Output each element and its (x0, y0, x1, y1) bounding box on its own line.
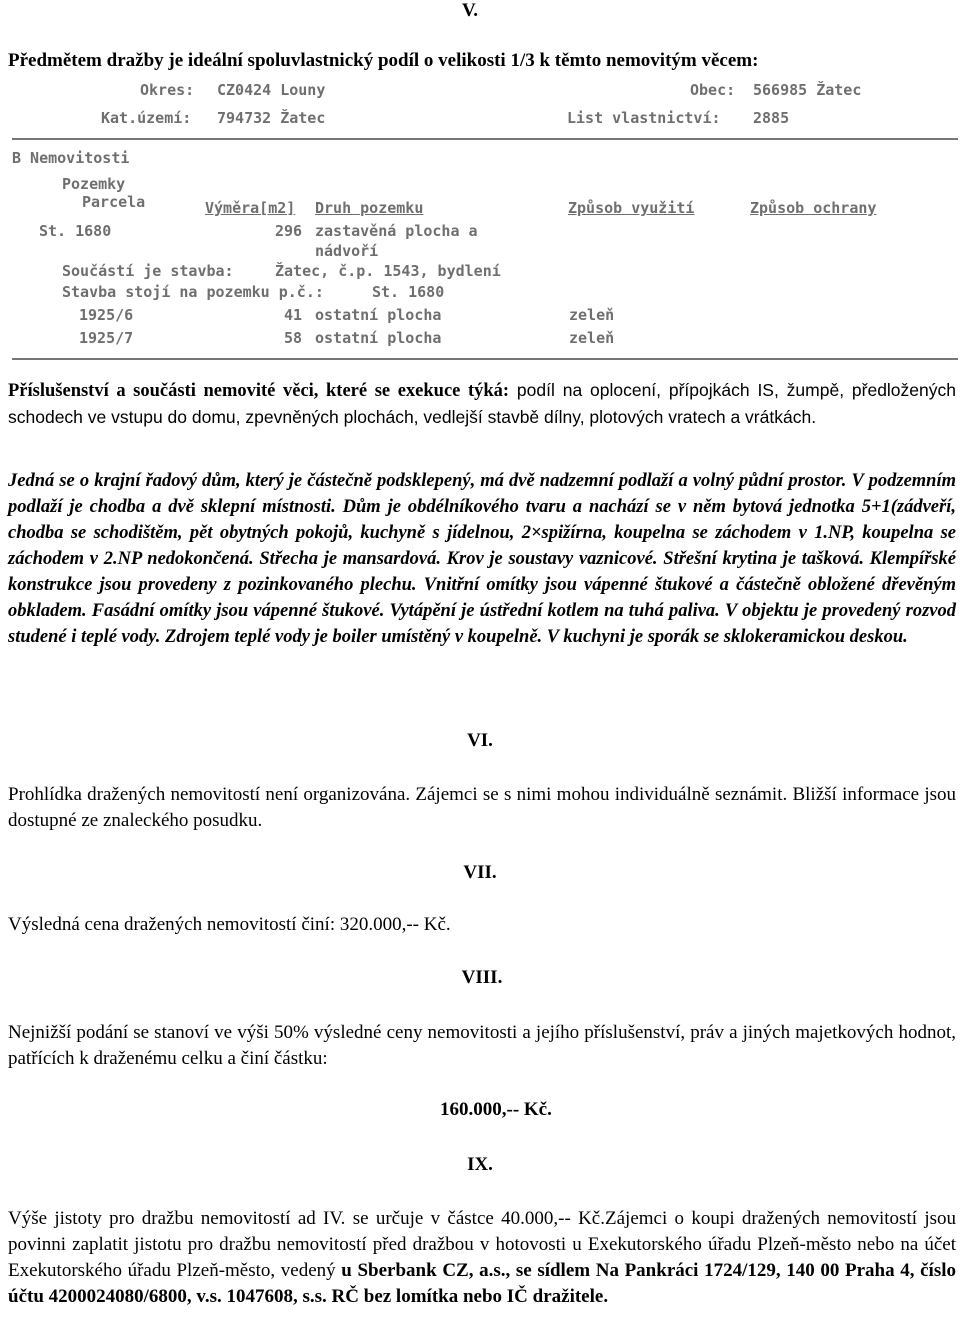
katuzemi-label: Kat.území: (101, 109, 192, 127)
stavba-value: St. 1680 (372, 283, 445, 301)
min-bid-amount: 160.000,-- Kč. (440, 1099, 552, 1120)
section-heading-vii: VII. (463, 862, 497, 883)
col-druh: Druh pozemku (315, 199, 424, 217)
description-paragraph: Jedná se o krajní řadový dům, který je částečně podsklepený, má dvě nadzemní podlaží a volný půdní prostor. V podzemním podlaží je chodba a dvě sklepní místnosti. Dům je obdélníkového tvaru a nachází se v něm bytová jednotka 5+1(zádveří, chodba se schodištěm, pět obytných pokojů, kuchyně s jídelnou, 2×spižírna, koupelna se záchodem v 1.NP, koupelna se záchodem v 2.NP nedokončená. Střecha je mansardová. Krov je soustavy vaznicové. Střešní krytina je tašková. Klempířské konstrukce jsou provedeny z pozinkovaného plechu. Vnitřní omítky jsou vápenné štukové a částečně obložené dřevěným obkladem. Fasádní omítky jsou vápenné štukové. Vytápění je ústřední kotlem na tuhá paliva. V objektu je provedený rozvod studené i teplé vody. Zdrojem teplé vody je boiler umístěný v koupelně. V kuchyni je sporák se sklokeramickou deskou. (8, 471, 956, 647)
section-heading-viii: VIII. (461, 967, 503, 988)
row2-druh: ostatní plocha (315, 306, 442, 324)
inspection-paragraph: Prohlídka dražených nemovitostí není organizována. Zájemci se s nimi mohou individuálně seznámit. Bližší informace jsou dostupné ze znaleckého posudku. (8, 784, 956, 831)
col-zpusob-vyuziti: Způsob využití (568, 199, 695, 217)
subsection-title: Pozemky (62, 175, 126, 193)
price-text: Výsledná cena dražených nemovitostí činí: 320.000,-- Kč. (8, 914, 451, 935)
obec-value: 566985 Žatec (753, 81, 862, 99)
row1-druh-cont: nádvoří (315, 242, 379, 260)
katuzemi-value: 794732 Žatec (217, 109, 326, 127)
soucasti-label: Součástí je stavba: (62, 262, 234, 280)
soucasti-value: Žatec, č.p. 1543, bydlení (275, 262, 501, 280)
deposit-paragraph (8, 1206, 956, 1310)
min-bid-paragraph: Nejnižší podání se stanoví ve výši 50% výsledné ceny nemovitosti a jejího příslušenství, práv a jiných majetkových hodnot, patřících k draženému celku a činí částku: (8, 1022, 956, 1069)
row1-parcela: St. 1680 (39, 222, 112, 240)
accessories-label: Příslušenství a součásti nemovité věci, které se exekuce týká: (8, 381, 510, 401)
okres-value: CZ0424 Louny (217, 81, 326, 99)
deposit-text: Výše jistoty pro dražbu nemovitostí ad IV. se určuje v částce 40.000,-- Kč.Zájemci o koupi dražených nemovitostí jsou povinni zaplatit jistotu pro dražbu nemovitostí před dražbou v hotovosti u Exekutorského úřadu Plzeň-město nebo na účet Exekutorského úřadu Plzeň-město, vedený (8, 1208, 956, 1281)
section-heading-v: V. (461, 0, 479, 21)
obec-label: Obec: (690, 81, 736, 99)
divider-top (12, 138, 958, 140)
row2-parcela: 1925/6 (79, 306, 134, 324)
section-title: B Nemovitosti (12, 149, 130, 167)
row2-vyuziti: zeleň (569, 306, 615, 324)
col-zpusob-ochrany: Způsob ochrany (750, 199, 877, 217)
col-vymera: Výměra[m2] (205, 199, 296, 217)
deposit-bank-details: u Sberbank CZ, a.s., se sídlem Na Pankráci 1724/129, 140 00 Praha 4, číslo účtu 4200024080/6800, v.s. 1047608, s.s. RČ bez lomítka nebo IČ dražitele. (8, 1260, 956, 1307)
accessories-paragraph (8, 378, 956, 430)
intro-text: Předmětem dražby je ideální spoluvlastnický podíl o velikosti 1/3 k těmto nemovitým věcem: (8, 50, 759, 71)
row3-parcela: 1925/7 (79, 329, 134, 347)
section-heading-vi: VI. (467, 730, 493, 751)
row3-vymera: 58 (284, 329, 303, 347)
okres-label: Okres: (140, 81, 195, 99)
lv-label: List vlastnictví: (567, 109, 721, 127)
row3-vyuziti: zeleň (569, 329, 615, 347)
stavba-label: Stavba stojí na pozemku p.č.: (62, 283, 324, 301)
row1-druh: zastavěná plocha a (315, 222, 478, 240)
divider-bottom (12, 358, 958, 360)
col-parcela: Parcela (82, 193, 146, 211)
row1-vymera: 296 (275, 222, 303, 240)
section-heading-ix: IX. (467, 1154, 493, 1175)
row2-vymera: 41 (284, 306, 303, 324)
lv-value: 2885 (753, 109, 790, 127)
row3-druh: ostatní plocha (315, 329, 442, 347)
land-registry-extract (12, 80, 958, 361)
accessories-text: podíl na oplocení, přípojkách IS, žumpě, předložených schodech ve vstupu do domu, zpevněných plochách, vedlejší stavbě dílny, plotových vratech a vrátkách. (8, 380, 956, 427)
